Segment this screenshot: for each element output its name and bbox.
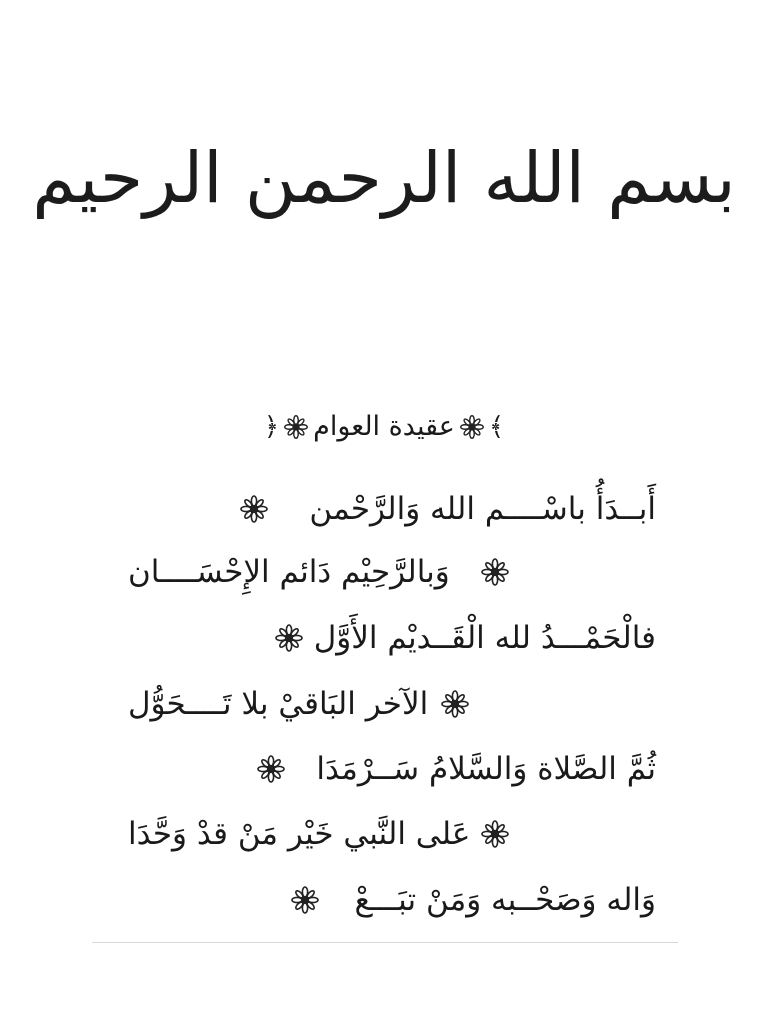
verse-line-1 (239, 487, 656, 531)
verse-line-5 (256, 747, 656, 791)
verse-line-7 (290, 878, 656, 922)
basmala-svg (32, 120, 736, 250)
verse-text: وَبالرَّحِيْم دَائم الإِحْسَــــان (128, 554, 450, 590)
poem-title-text: عقيدة العوام (313, 411, 455, 442)
verse-text: الآخر البَاقيْ بلا تَــــحَوُّل (128, 686, 429, 722)
verse-line-2 (128, 550, 510, 594)
verse-line-4 (128, 682, 470, 726)
flower-ornament-icon (440, 689, 470, 719)
bracket-close: ﴿ (263, 412, 280, 442)
bracket-open: ﴾ (488, 412, 505, 442)
verse-text: فالْحَمْـــدُ لله الْقَــديْم الأَوَّل (313, 620, 656, 656)
title-wrap (264, 405, 504, 449)
verse-line-3 (274, 616, 656, 660)
verse-text: أَبــدَأُ باسْــــم الله وَالرَّحْمن (309, 491, 656, 527)
verse-line-6 (128, 812, 510, 856)
flower-ornament-icon (274, 623, 304, 653)
page-divider (92, 942, 678, 943)
flower-ornament-icon (283, 414, 309, 440)
flower-ornament-icon (459, 414, 485, 440)
basmala-text: بسم الله الرحمن الرحيم (32, 137, 736, 219)
poem-title (0, 405, 768, 449)
flower-ornament-icon (290, 885, 320, 915)
verse-text: عَلى النَّبي خَيْر مَنْ قدْ وَحَّدَا (128, 816, 471, 852)
verse-text: ثُمَّ الصَّلاة وَالسَّلامُ سَــرْمَدَا (316, 751, 656, 787)
verse-text: وَاله وَصَحْــبه وَمَنْ تبَـــعْ (354, 882, 656, 918)
flower-ornament-icon (480, 557, 510, 587)
basmala-calligraphy (32, 120, 736, 250)
flower-ornament-icon (480, 819, 510, 849)
flower-ornament-icon (239, 494, 269, 524)
flower-ornament-icon (256, 754, 286, 784)
